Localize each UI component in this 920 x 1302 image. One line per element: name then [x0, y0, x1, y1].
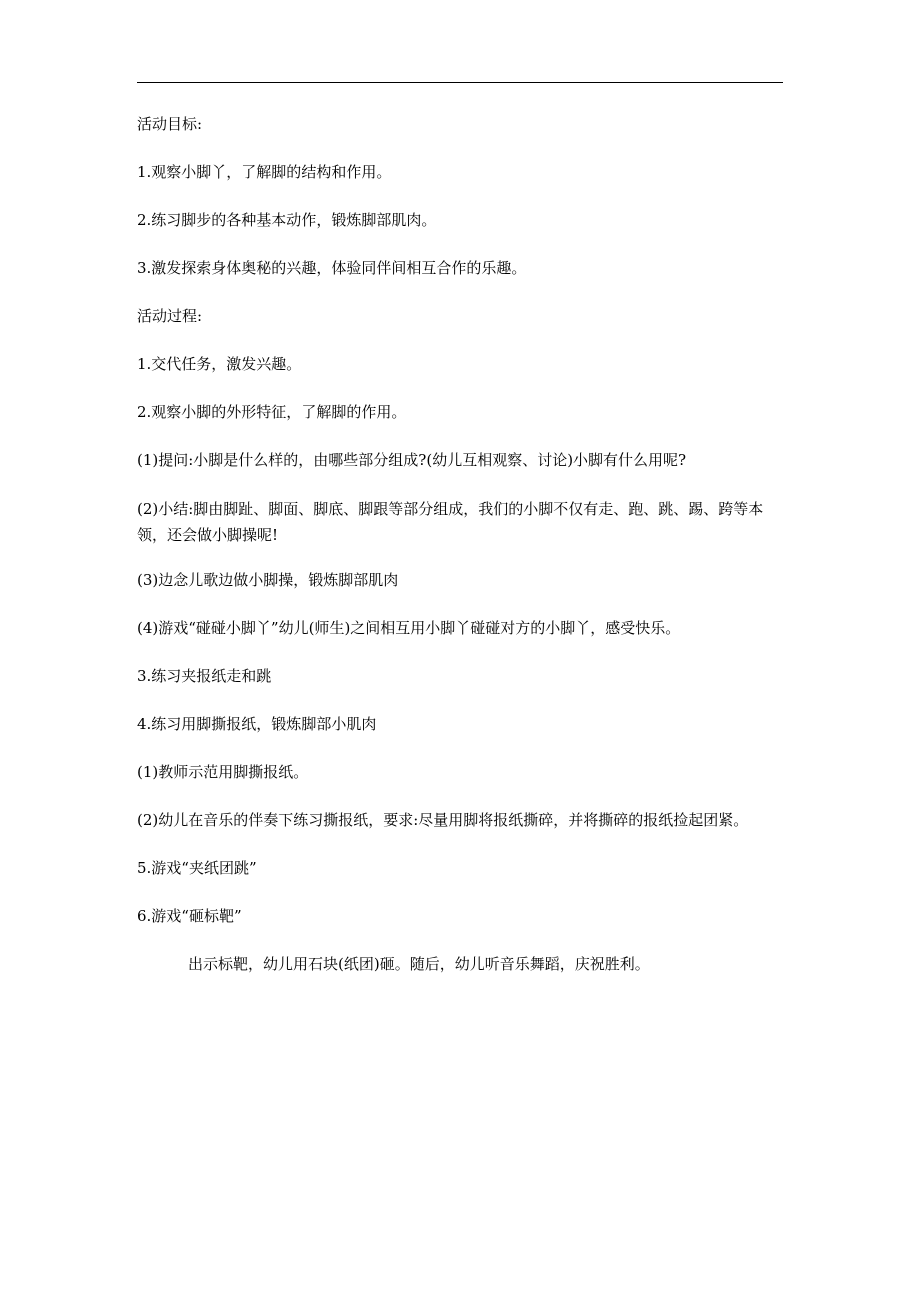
- process-substep: (2)小结:脚由脚趾、脚面、脚底、脚跟等部分组成，我们的小脚不仅有走、跑、跳、踢、跨等本领，还会做小脚操呢!: [137, 500, 764, 544]
- closing-paragraph: 出示标靶，幼儿用石块(纸团)砸。随后，幼儿听音乐舞蹈，庆祝胜利。: [188, 955, 650, 973]
- process-substep: (1)提问:小脚是什么样的，由哪些部分组成?(幼儿互相观察、讨论)小脚有什么用呢?: [137, 451, 687, 469]
- process-step: 4.练习用脚撕报纸，锻炼脚部小肌肉: [137, 715, 377, 733]
- goal-item: 2.练习脚步的各种基本动作，锻炼脚部肌肉。: [137, 211, 437, 229]
- process-step: 3.练习夹报纸走和跳: [137, 667, 272, 685]
- process-step: 5.游戏“夹纸团跳”: [137, 859, 257, 877]
- process-substep: (1)教师示范用脚撕报纸。: [137, 763, 309, 781]
- section-heading-goals: 活动目标:: [137, 115, 203, 133]
- process-step: 6.游戏“砸标靶”: [137, 907, 242, 925]
- header-rule: [137, 82, 783, 83]
- process-substep: (4)游戏“碰碰小脚丫”幼儿(师生)之间相互用小脚丫碰碰对方的小脚丫，感受快乐。: [137, 619, 681, 637]
- section-heading-process: 活动过程:: [137, 307, 203, 325]
- document-body: [137, 112, 785, 1000]
- process-substep: (2)幼儿在音乐的伴奏下练习撕报纸，要求:尽量用脚将报纸撕碎，并将撕碎的报纸捡起团紧。: [137, 811, 749, 829]
- process-step: 1.交代任务，激发兴趣。: [137, 355, 302, 373]
- goal-item: 1.观察小脚丫，了解脚的结构和作用。: [137, 163, 392, 181]
- process-step: 2.观察小脚的外形特征，了解脚的作用。: [137, 403, 407, 421]
- goal-item: 3.激发探索身体奥秘的兴趣，体验同伴间相互合作的乐趣。: [137, 259, 527, 277]
- process-substep: (3)边念儿歌边做小脚操，锻炼脚部肌肉: [137, 571, 399, 589]
